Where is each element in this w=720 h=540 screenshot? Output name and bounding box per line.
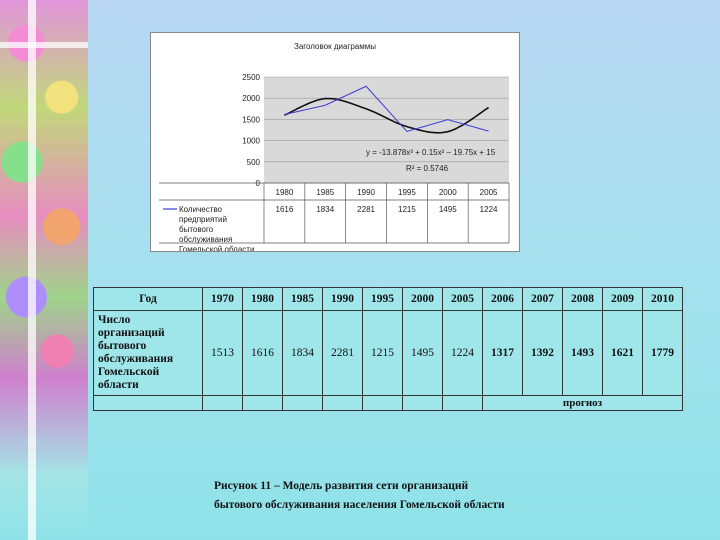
table-value: 1834 [316,205,335,214]
y-tick-label: 0 [255,179,260,188]
chart-data-table [159,183,509,251]
y-tick-label: 2000 [242,94,260,104]
empty-cell [403,396,443,411]
table-value: 1616 [275,205,294,214]
table-value: 2281 [357,205,375,214]
table-value: 1224 [479,205,498,214]
forecast-label: прогноз [483,396,683,411]
trend-equation: y = -13.878x³ + 0.15x² – 19.75x + 15 [366,148,496,157]
y-tick-labels [242,73,260,188]
chart-svg [151,33,519,251]
value-cell: 1834 [283,311,323,396]
y-tick-label: 2500 [242,73,260,82]
forecast-value-cell: 1779 [643,311,683,396]
chart-panel [150,32,520,252]
x-tick-label: 1990 [357,188,375,197]
caption-line: бытового обслуживания населения Гомельской области [214,499,505,511]
value-cell: 1513 [203,311,243,396]
empty-cell [323,396,363,411]
y-tick-label: 1500 [242,115,260,125]
empty-cell [243,396,283,411]
empty-cell [203,396,243,411]
year-cell: 1990 [323,288,363,311]
value-cell: 1224 [443,311,483,396]
value-cell: 2281 [323,311,363,396]
legend-label: бытового [179,225,214,234]
year-cell: 1995 [363,288,403,311]
legend-label: обслуживания [179,235,233,244]
row-label: Число организаций бытового обслуживания Гомельской области [94,311,203,396]
figure-caption [214,477,634,515]
data-table [93,287,683,411]
caption-line: Рисунок 11 – Модель развития сети организаций [214,480,469,492]
table-header-row [94,288,683,311]
forecast-value-cell: 1621 [603,311,643,396]
chart-title: Заголовок диаграммы [294,42,376,51]
y-tick-label: 500 [246,157,260,167]
year-cell: 2007 [523,288,563,311]
forecast-value-cell: 1493 [563,311,603,396]
table-value: 1215 [398,205,416,214]
year-cell: 2010 [643,288,683,311]
decorative-strip [0,0,88,540]
legend-label: Количество [179,205,222,214]
year-cell: 1970 [203,288,243,311]
plot-area [264,77,509,183]
r-squared: R² = 0.5746 [406,164,449,173]
y-tick-label: 1000 [242,136,260,146]
decorative-bar-vertical [28,0,36,540]
table-value-row [94,311,683,396]
x-tick-label: 1980 [275,188,294,197]
empty-cell [443,396,483,411]
forecast-row [94,396,683,411]
year-cell: 2009 [603,288,643,311]
year-cell: 2005 [443,288,483,311]
empty-cell [363,396,403,411]
forecast-value-cell: 1317 [483,311,523,396]
legend-label: Гомельской области [179,245,255,251]
year-header: Год [94,288,203,311]
decorative-bar-horizontal [0,42,88,48]
x-tick-label: 1985 [316,188,335,197]
year-cell: 2006 [483,288,523,311]
x-tick-label: 2005 [479,188,498,197]
year-cell: 2008 [563,288,603,311]
value-cell: 1215 [363,311,403,396]
empty-cell [283,396,323,411]
forecast-value-cell: 1392 [523,311,563,396]
value-cell: 1495 [403,311,443,396]
x-tick-label: 1995 [398,188,416,197]
year-cell: 1985 [283,288,323,311]
year-cell: 2000 [403,288,443,311]
table-value: 1495 [438,205,457,214]
x-tick-label: 2000 [438,188,457,197]
legend-label: предприятий [179,215,227,224]
empty-cell [94,396,203,411]
year-cell: 1980 [243,288,283,311]
value-cell: 1616 [243,311,283,396]
